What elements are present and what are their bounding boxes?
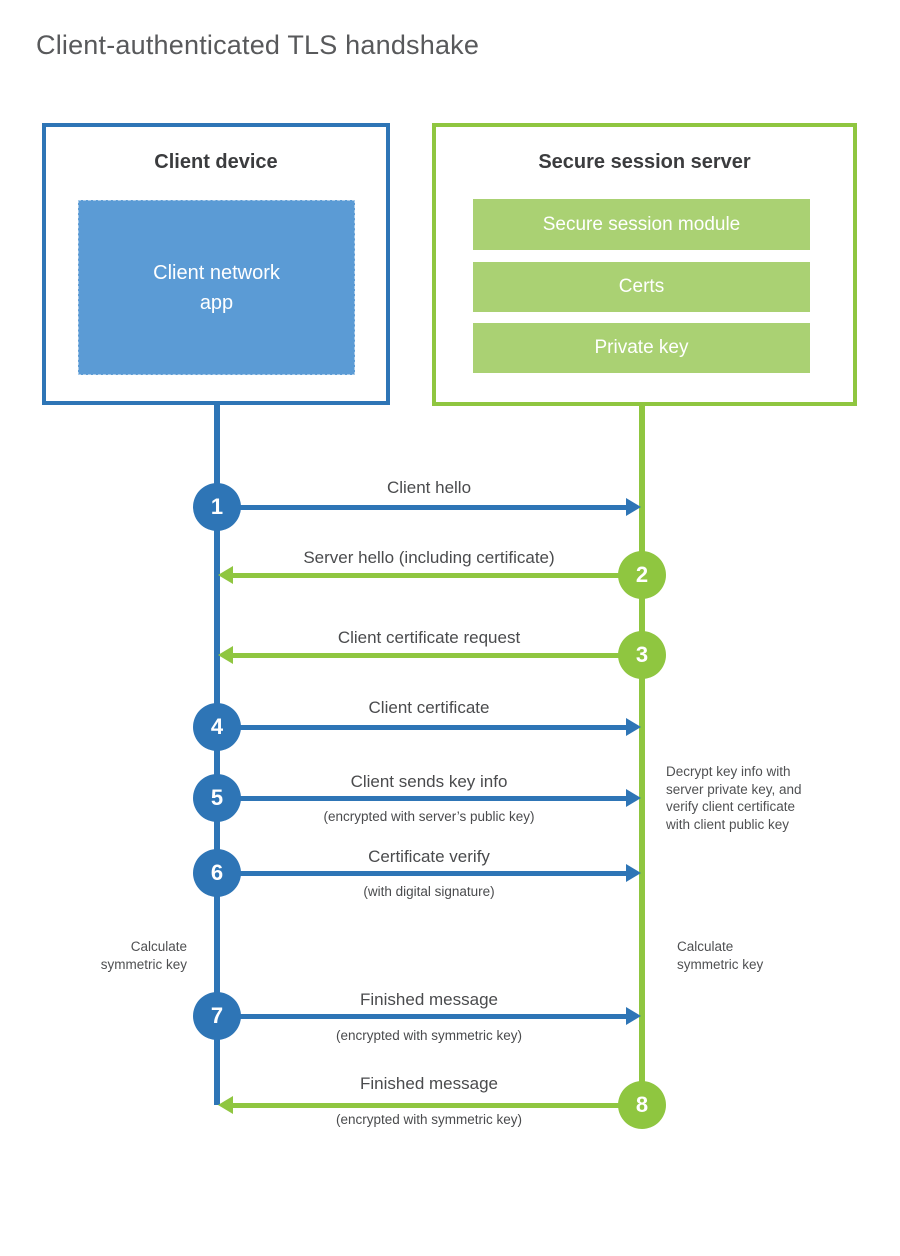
step-1-circle: [193, 483, 241, 531]
client-app-label-line1: Client network: [153, 261, 280, 284]
step-2-number: 2: [635, 562, 649, 587]
step-5-arrow-line: [217, 796, 626, 801]
step-8-sublabel: (encrypted with symmetric key): [335, 1112, 523, 1127]
calc-right-line2: symmetric key: [677, 956, 764, 972]
step-5-arrowhead-icon: [626, 789, 641, 807]
server-module-private-key: Private key: [473, 323, 810, 373]
step-5-label: Client sends key info: [350, 772, 508, 791]
step-3-arrowhead-icon: [218, 646, 233, 664]
server-module-secure-session: Secure session module: [473, 199, 810, 250]
step-7-sublabel: (encrypted with symmetric key): [335, 1028, 523, 1043]
step-6-sublabel: (with digital signature): [363, 884, 495, 899]
calc-left-line2: symmetric key: [100, 956, 187, 972]
step-4-arrow-line: [217, 725, 626, 730]
step-3-circle: [618, 631, 666, 679]
step-8-label: Finished message: [360, 1074, 498, 1093]
decrypt-note-line4: with client public key: [666, 816, 790, 832]
step-1-number: 1: [210, 494, 224, 519]
decrypt-note-line1: Decrypt key info with: [666, 764, 791, 779]
step-6-label: Certificate verify: [368, 847, 490, 866]
step-7-arrow-line: [217, 1014, 626, 1019]
step-1-arrowhead-icon: [626, 498, 641, 516]
step-7-arrowhead-icon: [626, 1007, 641, 1025]
step-8-arrow-line: [233, 1103, 642, 1108]
step-5-circle: [193, 774, 241, 822]
step-1-label: Client hello: [386, 478, 472, 497]
step-3-number: 3: [635, 642, 649, 667]
server-module-certs: Certs: [473, 262, 810, 312]
step-5-number: 5: [210, 785, 224, 810]
step-4-number: 4: [210, 714, 224, 739]
step-8-circle: [618, 1081, 666, 1129]
step-6-arrow-line: [217, 871, 626, 876]
decrypt-note-line2: server private key, and: [666, 781, 802, 797]
client-app-label-line2: app: [199, 291, 234, 314]
step-2-label: Server hello (including certificate): [303, 548, 555, 567]
step-6-circle: [193, 849, 241, 897]
step-8-arrowhead-icon: [218, 1096, 233, 1114]
calculate-symmetric-key-note-right: [677, 938, 797, 973]
step-3-arrow-line: [233, 653, 642, 658]
calc-right-line1: Calculate: [677, 939, 734, 954]
step-2-arrowhead-icon: [218, 566, 233, 584]
step-5-sublabel: (encrypted with server’s public key): [323, 809, 535, 824]
step-1-arrow-line: [217, 505, 626, 510]
step-8-number: 8: [635, 1092, 649, 1117]
step-4-arrowhead-icon: [626, 718, 641, 736]
step-6-number: 6: [210, 860, 224, 885]
step-7-circle: [193, 992, 241, 1040]
step-6-arrowhead-icon: [626, 864, 641, 882]
step-2-arrow-line: [233, 573, 642, 578]
client-network-app-box: [78, 200, 355, 375]
page-title: Client-authenticated TLS handshake: [36, 30, 480, 60]
decrypt-note-line3: verify client certificate: [666, 799, 796, 814]
calc-left-line1: Calculate: [130, 939, 187, 954]
client-device-title: Client device: [154, 151, 278, 173]
decrypt-note: [666, 763, 846, 833]
server-title: Secure session server: [538, 151, 751, 173]
step-3-label: Client certificate request: [337, 628, 521, 647]
step-7-label: Finished message: [360, 990, 498, 1009]
step-7-number: 7: [210, 1003, 224, 1028]
step-4-label: Client certificate: [368, 698, 490, 717]
step-2-circle: [618, 551, 666, 599]
step-4-circle: [193, 703, 241, 751]
calculate-symmetric-key-note-left: [67, 938, 187, 973]
